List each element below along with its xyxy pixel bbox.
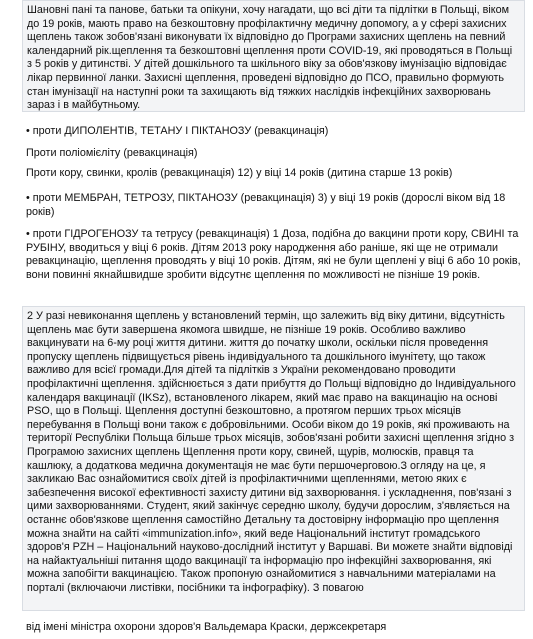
intro-paragraph-box	[22, 0, 525, 112]
list-item-membrane: • проти МЕМБРАН, ТЕТРОЗУ, ПІКТАНОЗУ (ревакцинація) 3) у віці 19 років (дорослі віком від 18 років)	[26, 192, 506, 218]
body-paragraph: 2 У разі невиконання щеплень у встановлений термін, що залежить від віку дитини, відсутність щеплень має бути завершена якомога швидше, не пізніше 19 років. Особливо важливо вакцинувати на 6-му році життя дитини. життя до початку школи, оскільки після проведення пропуску щеплень підвищується рівень індивідуального та дошкільного імунітету, що також важливо для всієї громади.Для дітей та підлітків з України рекомендовано проводити профілактичні щеплення. здійснюється з дати прибуття до Польщі відповідно до Індивідуального календаря вакцинації (IKSz), встановленого лікарем, який має право на вакцинацію на основі PSO, що в Польщі. Щеплення доступні безкоштовно, а протягом перших трьох місяців перебування в Польщі вони також є добровільними. Особи віком до 19 років, які проживають на території Республіки Польща більше трьох місяців, зобов'язані робити захисні щеплення згідно з Програмою захисних щеплень Щеплення проти кору, свиней, щурів, молюсків, правця та кашлюку, а додаткова медична документація не має бути першочерговою.З огляду на це, я закликаю Вас ознайомитися своїх дітей із профілактичними щепленнями, метою яких є забезпечення високої ефективності захисту дитини від захворювання. і ускладнення, пов'язані з цими захворюваннями. Студент, який закінчує середню школу, будучи дорослим, з'являється на останнє обов'язкове щеплення самостійно Детальну та достовірну інформацію про щеплення можна знайти на сайті «immunization.info», який веде Національний інститут громадського здоров'я PZH – Національний науково-дослідний інститут у Варшаві. Ви можете знайти відповіді на найактуальніші питання щодо вакцинації та інформацію про інфекційні захворювання, які можна запобігти вакцинацією. Також пропоную ознайомитися з навчальними матеріалами на порталі (включаючи листівки, посібники та інфографіку). З повагою	[27, 310, 516, 594]
list-item-hydrogen: • проти ГІДРОГЕНОЗУ та тетрусу (ревакцинація) 1 Доза, подібна до вакцини проти кору, СВИНІ та РУБІНУ, вводиться у віці 6 років. Дітям 2013 року народження або раніше, які ще не отримали ревакцинацію, щеплення проводять у віці 10 років. Дітям, які не були щеплені у віці 6 або 10 років, вони повинні якнайшвидше зробити відсутнє щеплення по можливості не пізніше 19 років.	[26, 228, 521, 281]
body-paragraph-box	[22, 306, 525, 611]
intro-paragraph: Шановні пані та панове, батьки та опікуни, хочу нагадати, що всі діти та підлітки в Польщі, віком до 19 років, мають право на безкоштовну профілактичну медичну допомогу, а у сфері захисних щеплень також зобов'язані виконувати їх відповідно до Програми захисних щеплень на певний календарний рік.щеплення та безкоштовні щеплення проти COVID-19, які проводяться в Польщі з 5 років у дитинстві. У дітей дошкільного та шкільного віку за обов'язкову імунізацію відповідає лікар первинної ланки. Захисні щеплення, проведені відповідно до ПСО, правильно формують стан імунізації на наступні роки та захищають від тяжких наслідків інфекційних захворювань зараз і в майбутньому.	[27, 4, 513, 112]
list-item-polio: Проти поліомієліту (ревакцинація)	[26, 147, 198, 159]
signature-line: від імені міністра охорони здоров'я Вальдемара Краски, держсекретаря	[26, 621, 387, 633]
list-item-measles: Проти кору, свинки, кролів (ревакцинація) 12) у віці 14 років (дитина старше 13 років)	[26, 167, 453, 179]
list-item-diphtheria: • проти ДИПОЛЕНТІВ, ТЕТАНУ І ПІКТАНОЗУ (ревакцинація)	[26, 125, 329, 137]
